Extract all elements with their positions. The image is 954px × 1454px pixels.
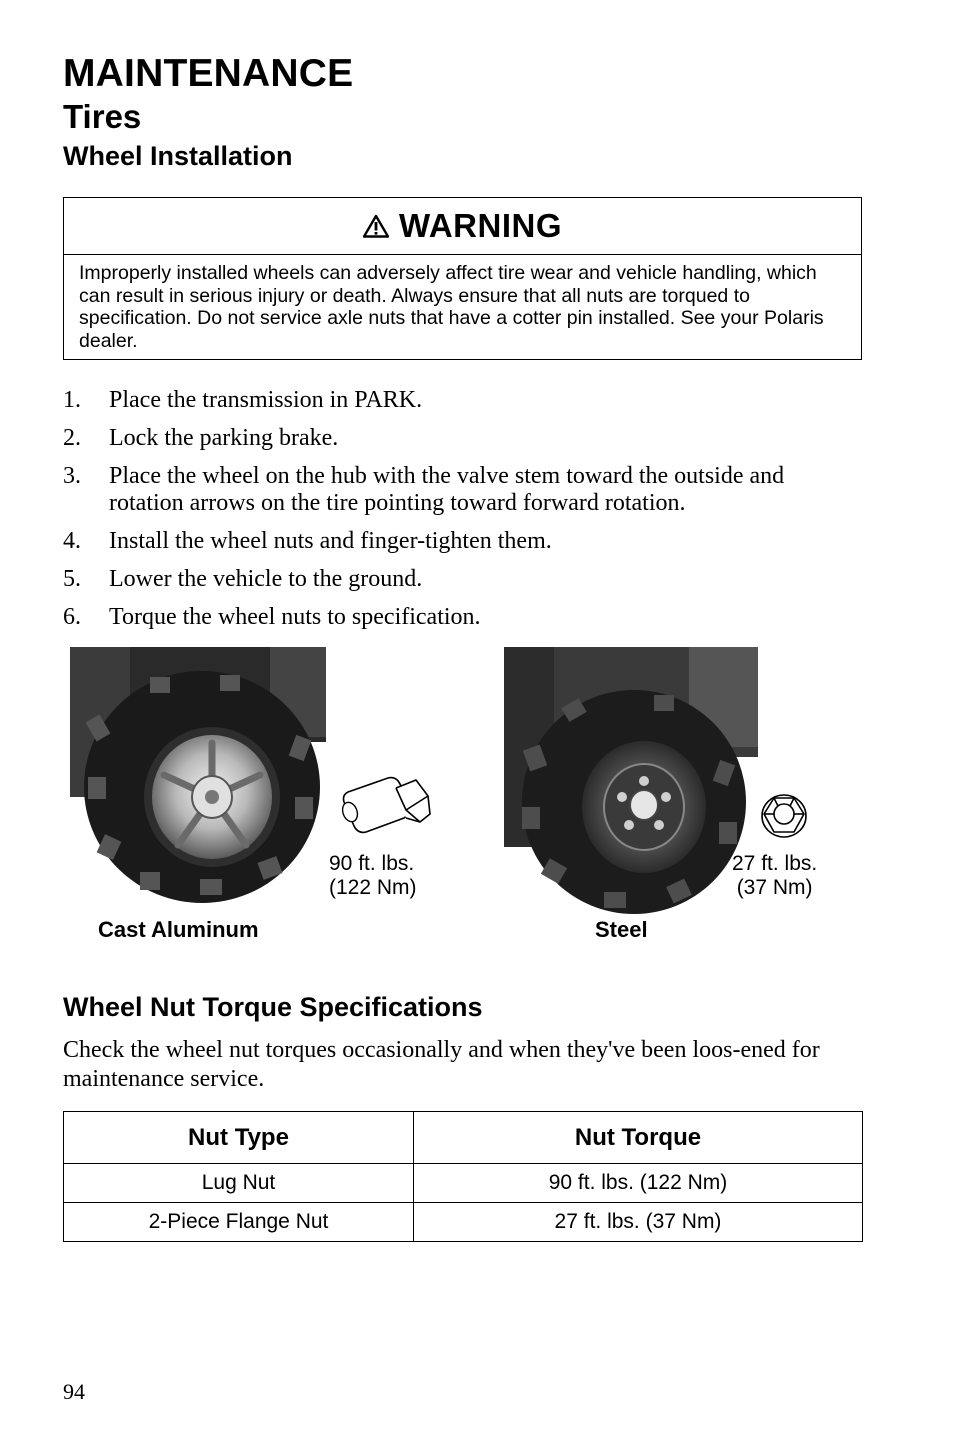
subsection-title: Wheel Installation	[63, 141, 293, 171]
table-row	[64, 1164, 863, 1203]
step-text: Lock the parking brake.	[109, 425, 339, 451]
cast-aluminum-label: Cast Aluminum	[98, 917, 259, 942]
step-number: 3.	[63, 463, 81, 489]
step-item	[63, 528, 863, 555]
table-row	[64, 1203, 863, 1242]
cast-aluminum-wheel-photo	[70, 647, 326, 903]
step-text: Lower the vehicle to the ground.	[109, 566, 423, 592]
torque-paragraph: Check the wheel nut torques occasionally and when they've been loos-ened for maintenance service.	[63, 1037, 820, 1092]
step-item	[63, 425, 863, 452]
step-number: 6.	[63, 604, 81, 630]
step-text: Torque the wheel nuts to specification.	[109, 604, 481, 630]
cast-torque-line2: (122 Nm)	[329, 876, 417, 899]
step-number: 1.	[63, 387, 81, 413]
warning-triangle-icon	[363, 214, 389, 238]
table-cell: 90 ft. lbs. (122 Nm)	[414, 1164, 863, 1203]
warning-title: WARNING	[399, 207, 562, 244]
lug-nut-icon	[340, 770, 435, 840]
warning-box	[63, 197, 862, 360]
page-title: Tires	[63, 98, 142, 135]
step-text: Install the wheel nuts and finger-tighten them.	[109, 528, 552, 554]
step-item	[63, 387, 863, 414]
table-header-row	[64, 1112, 863, 1164]
steel-torque-caption	[732, 852, 817, 900]
steel-torque-line2: (37 Nm)	[736, 876, 813, 899]
steel-label: Steel	[595, 917, 648, 942]
step-number: 4.	[63, 528, 81, 554]
flange-nut-icon	[756, 788, 812, 840]
step-number: 2.	[63, 425, 81, 451]
column-header: Nut Torque	[414, 1112, 863, 1164]
torque-spec-heading: Wheel Nut Torque Specifications	[63, 992, 483, 1022]
steel-torque-line1: 27 ft. lbs.	[732, 852, 818, 875]
step-item	[63, 463, 863, 517]
warning-header	[64, 198, 861, 255]
steel-wheel-photo	[504, 647, 758, 919]
cast-torque-line1: 90 ft. lbs.	[329, 852, 415, 875]
table-cell: Lug Nut	[64, 1164, 414, 1203]
table-cell: 2-Piece Flange Nut	[64, 1203, 414, 1242]
section-title: MAINTENANCE	[63, 52, 354, 95]
table-cell: 27 ft. lbs. (37 Nm)	[414, 1203, 863, 1242]
page-number: 94	[63, 1379, 85, 1404]
step-text: Place the transmission in PARK.	[109, 387, 423, 413]
step-item	[63, 604, 863, 631]
installation-steps	[63, 387, 863, 642]
step-text: Place the wheel on the hub with the valve stem toward the outside and rotation arrows on the tire pointing toward forward rotation.	[109, 463, 785, 516]
column-header: Nut Type	[64, 1112, 414, 1164]
step-item	[63, 566, 863, 593]
cast-torque-caption	[329, 852, 417, 900]
warning-text: Improperly installed wheels can adversely affect tire wear and vehicle handling, which can result in serious injury or death. Always ensure that all nuts are torqued to specification. Do not service axle nuts that have a cotter pin installed. See your Polaris dealer.	[79, 262, 824, 352]
torque-spec-table	[63, 1111, 863, 1242]
step-number: 5.	[63, 566, 81, 592]
